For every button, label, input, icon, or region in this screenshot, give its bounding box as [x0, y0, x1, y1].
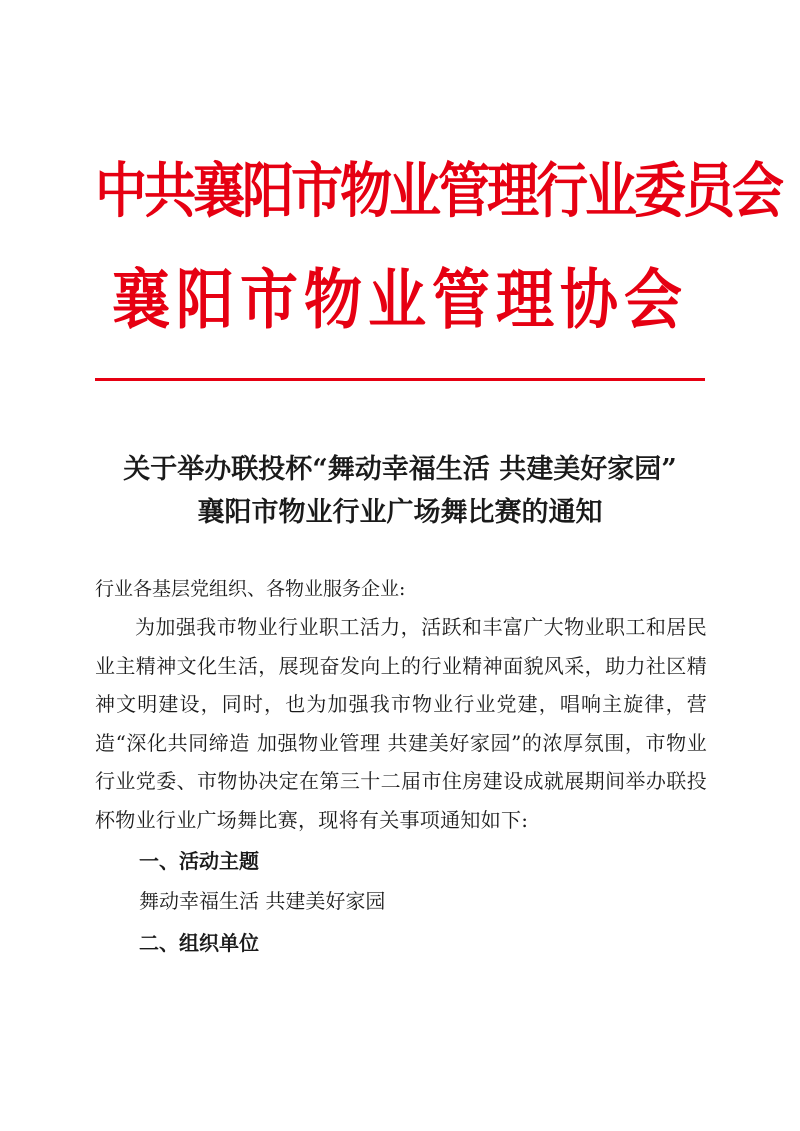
document-body: [95, 570, 707, 963]
red-divider-line: [95, 378, 705, 381]
document-title-line-2: 襄阳市物业行业广场舞比赛的通知: [197, 497, 603, 528]
section-heading-organizers: 二、组织单位: [139, 931, 259, 955]
intro-paragraph: 为加强我市物业行业职工活力，活跃和丰富广大物业职工和居民业主精神文化生活，展现奋发向上的行业精神面貌风采，助力社区精神文明建设，同时，也为加强我市物业行业党建，唱响主旋律，营造“深化共同缔造 加强物业管理 共建美好家园”的浓厚氛围，市物业行业党委、市物协决定在第三十二届市住房建设成就展期间举办联投杯物业行业广场舞比赛，现将有关事项通知如下:: [95, 615, 707, 832]
org-name-party-committee: 中共襄阳市物业管理行业委员会: [95, 157, 782, 227]
salutation: 行业各基层党组织、各物业服务企业:: [95, 578, 406, 600]
section-content-theme: 舞动幸福生活 共建美好家园: [139, 889, 386, 913]
org-name-association: 襄阳市物业管理协会: [111, 261, 688, 338]
section-heading-theme: 一、活动主题: [139, 849, 259, 873]
document-title-line-1: 关于举办联投杯“舞动幸福生活 共建美好家园”: [123, 454, 677, 485]
